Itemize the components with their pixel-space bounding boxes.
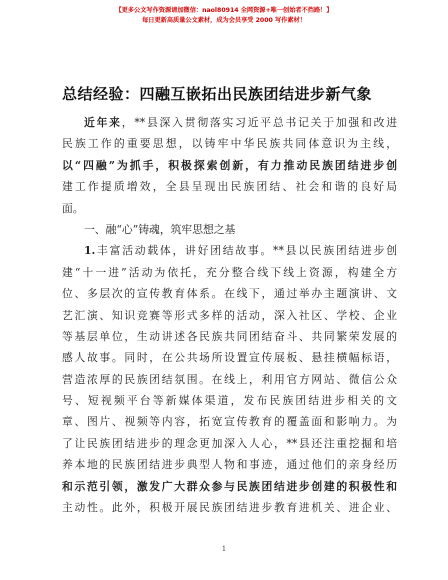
paragraph-2-number: 1.	[84, 244, 96, 258]
paragraph-2-line-6: 感人故事。同时，在公共场所设置宣传展板、悬挂横幅标语，	[62, 351, 397, 365]
paragraph-2-line-10: 了让民族团结进步的理念更加深入人心，**县还注重挖掘和培	[62, 436, 397, 450]
paragraph-1-text: ，**县深入贯彻落实习近平总书记关于加强和改进	[121, 116, 397, 129]
promo-banner-line-1: 【更多公文写作资源请加微信：naol80914 全网资源+唯一创始者不挡路！】	[115, 7, 333, 14]
paragraph-1-line-1	[62, 112, 397, 133]
paragraph-1-emphasis: ”为抓手，积极探索创新，有力推动民族团结进步创	[108, 158, 397, 172]
paragraph-2-line-4: 艺汇演、知识竞赛等形式多样的活动，深入社区、学校、企业	[62, 308, 397, 322]
page-number: 1	[221, 545, 227, 553]
document-title: 总结经验：四融互嵌拓出民族团结进步新气象	[62, 85, 373, 103]
paragraph-2-line-9: 章、图片、视频等内容，拓宽宣传教育的覆盖面和影响力。为	[62, 415, 397, 429]
section-heading-1: 一、融“心”铸魂，筑牢思想之基	[84, 222, 236, 236]
paragraph-2-emphasis-2: ，激发广大群众参与民族团结进步创建的积极性和	[124, 479, 397, 493]
promo-banner	[0, 6, 448, 26]
paragraph-2-emphasis-1: 和示范引领	[62, 479, 125, 493]
paragraph-2-line-7: 营造浓厚的民族团结氛围。在线上，利用官方网站、微信公众	[62, 372, 397, 386]
paragraph-2-line-13: 主动性。此外，积极开展民族团结进步教育进机关、进企业、	[62, 501, 397, 515]
paragraph-2-line-3: 位、多层次的宣传教育体系。在线下，通过举办主题演讲、文	[62, 287, 397, 301]
paragraph-2-line-11: 养本地的民族团结进步典型人物和事迹，通过他们的亲身经历	[62, 458, 397, 472]
paragraph-2-line-5: 等基层单位，生动讲述各民族共同团结奋斗、共同繁荣发展的	[62, 329, 397, 343]
paragraph-2-line-1	[62, 240, 397, 261]
paragraph-2-text: 丰富活动载体，讲好团结故事。**县以民族团结进步创	[95, 244, 397, 258]
document-body	[62, 112, 397, 518]
paragraph-1-line-2: 民族工作的重要思想，以铸牢中华民族共同体意识为主线，	[62, 137, 397, 151]
promo-banner-line-2: 每日更新高质量公文素材，成为会员享受 2000 写作素材！	[142, 17, 306, 24]
paragraph-2-line-12	[62, 476, 397, 497]
paragraph-1-line-4: 建工作提质增效，全县呈现出民族团结、社会和谐的良好局	[62, 180, 397, 194]
paragraph-1-line-3	[62, 155, 397, 176]
paragraph-2-line-2: 建“十一进”活动为依托，充分整合线下线上资源，构建全方	[62, 265, 397, 279]
paragraph-1-quote-open: 以“	[62, 158, 82, 172]
paragraph-1-line-5: 面。	[62, 201, 84, 215]
paragraph-2-line-8: 号、短视频平台等新媒体渠道，发布民族团结进步相关的文	[62, 394, 397, 408]
paragraph-1-lead: 近年来	[84, 116, 122, 129]
paragraph-1-keyword: 四融	[81, 158, 109, 172]
